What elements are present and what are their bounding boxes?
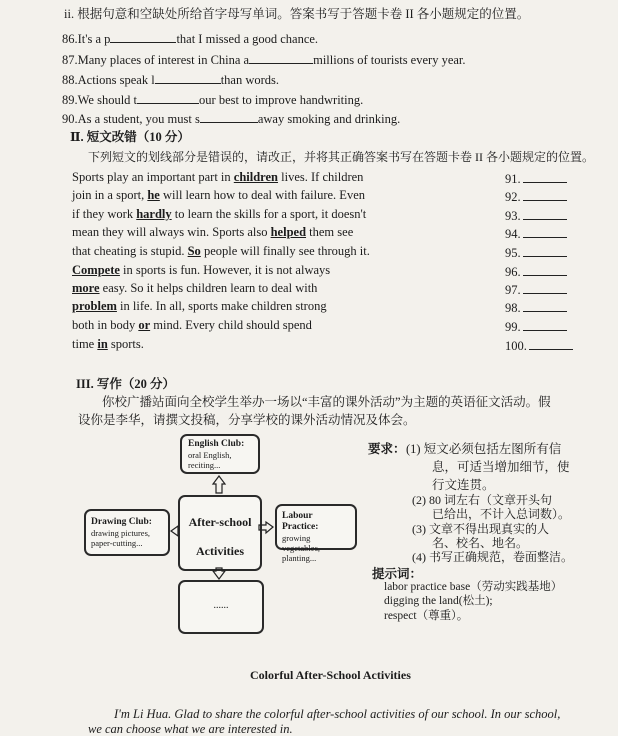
center-activities-box [178, 495, 262, 571]
answer-blank [529, 338, 573, 350]
answer-blank [523, 300, 567, 312]
fill-item-86 [62, 31, 318, 46]
underlined-error-word: or [138, 318, 151, 332]
answer-slot [505, 226, 567, 241]
underlined-error-word: he [147, 188, 160, 202]
box-title: Labour Practice: [282, 511, 319, 532]
passage-text: in sports is fun. However, it is not always [119, 263, 331, 277]
answer-number: 92. [505, 190, 521, 204]
hint-word: labor practice base（劳动实践基地） [384, 581, 563, 593]
answer-blank [137, 92, 199, 104]
item-number: 86. [62, 32, 78, 46]
item-text: our best to improve handwriting. [199, 93, 364, 107]
item-text: As a student, you must s [77, 112, 200, 126]
passage-text: to learn the skills for a sport, it doesn't [171, 207, 367, 221]
passage-line [72, 282, 317, 295]
underlined-error-word: children [233, 170, 279, 184]
answer-slot [505, 189, 567, 204]
answer-number: 97. [505, 283, 521, 297]
essay-start-line: I'm Li Hua. Glad to share the colorful after-school activities of our school. In our school, [114, 707, 561, 721]
part2-instruction: 下列短文的划线部分是错误的，请改正，并将其正确答案书写在答题卡卷 II 各小题规定的位置。 [88, 150, 594, 164]
drawing-club-box [84, 509, 170, 556]
passage-text: if they work [72, 207, 137, 221]
passage-text: time [72, 337, 98, 351]
part3-prompt: 你校广播站面向全校学生举办一场以“丰富的课外活动”为主题的英语征文活动。假 [102, 395, 551, 409]
passage-text: join in a sport, [72, 188, 148, 202]
answer-blank [200, 111, 258, 123]
passage-text: Sports play an important part in [72, 170, 234, 184]
requirement-1: (1) 短文必须包括左图所有信 [406, 442, 562, 456]
answer-slot [505, 300, 567, 315]
answer-blank [523, 319, 567, 331]
fill-item-90 [62, 111, 400, 126]
answer-slot [505, 338, 573, 353]
passage-text: mean they will always win. Sports also [72, 225, 271, 239]
passage-line [72, 300, 327, 313]
arrow-left-icon [171, 526, 178, 536]
answer-number: 95. [505, 246, 521, 260]
underlined-error-word: problem [72, 299, 117, 313]
requirement-2: 已给出，不计入总词数）。 [432, 507, 571, 521]
essay-title: Colorful After-School Activities [250, 668, 411, 682]
center-title: After-school [188, 515, 252, 529]
passage-text: in life. In all, sports make children strong [116, 299, 327, 313]
answer-blank [523, 245, 567, 257]
passage-text: will learn how to deal with failure. Even [159, 188, 365, 202]
answer-slot [505, 319, 567, 334]
passage-line [72, 338, 144, 351]
answer-blank [523, 171, 567, 183]
answer-number: 99. [505, 320, 521, 334]
passage-line [72, 245, 370, 258]
box-detail: growing vegetables, [282, 532, 320, 554]
center-title: Activities [196, 544, 244, 558]
item-text: Actions speak l [77, 73, 155, 87]
passage-line [72, 171, 363, 184]
requirements-label: 要求： [368, 442, 406, 456]
requirement-2: (2) 80 词左右（文章开头句 [412, 493, 552, 507]
answer-blank [155, 72, 221, 84]
passage-text: both in body [72, 318, 139, 332]
answer-number: 93. [505, 209, 521, 223]
answer-number: 91. [505, 172, 521, 186]
requirement-1: 息，可适当增加细节，使 [432, 460, 570, 474]
underlined-error-word: more [72, 281, 100, 295]
passage-line [72, 319, 312, 332]
passage-text: sports. [107, 337, 144, 351]
fill-item-87 [62, 52, 466, 67]
passage-text: easy. So it helps children learn to deal with [99, 281, 318, 295]
requirement-4: (4) 书写正确规范，卷面整洁。 [412, 550, 573, 564]
hints-label: 提示词： [372, 567, 423, 581]
item-text: than words. [220, 73, 280, 87]
underlined-error-word: hardly [136, 207, 172, 221]
box-detail: planting... [282, 553, 317, 564]
passage-text: mind. Every child should spend [150, 318, 312, 332]
answer-blank [523, 189, 567, 201]
box-title: English Club: [188, 439, 245, 449]
item-number: 89. [62, 93, 78, 107]
box-detail: drawing pictures, [91, 527, 151, 538]
answer-slot [505, 171, 567, 186]
answer-blank [110, 31, 176, 43]
passage-line [72, 208, 366, 221]
passage-line [72, 264, 330, 277]
answer-blank [523, 264, 567, 276]
box-placeholder: ...... [213, 600, 229, 611]
arrow-up-icon [213, 476, 225, 493]
underlined-error-word: Compete [72, 263, 120, 277]
passage-text: them see [306, 225, 354, 239]
item-text: Many places of interest in China a [77, 53, 250, 67]
box-title: Drawing Club: [91, 517, 152, 527]
english-club-box [180, 434, 260, 474]
item-text: We should t [77, 93, 138, 107]
hint-word: respect（尊重）。 [384, 610, 469, 622]
box-detail: reciting... [188, 460, 221, 471]
answer-number: 98. [505, 301, 521, 315]
passage-line [72, 189, 365, 202]
section-heading: ii. 根据句意和空缺处所给首字母写单词。答案书写于答题卡卷 II 各小题规定的位置。 [64, 7, 530, 21]
fill-item-89 [62, 92, 363, 107]
answer-slot [505, 264, 567, 279]
underlined-error-word: helped [270, 225, 307, 239]
item-text: millions of tourists every year. [313, 53, 466, 67]
hint-word: digging the land(松土); [384, 595, 493, 607]
item-text: that I missed a good chance. [176, 32, 319, 46]
box-detail: oral English, [188, 449, 232, 460]
part3-title: III. 写作（20 分） [76, 377, 175, 391]
more-activities-box [178, 580, 264, 634]
answer-blank [249, 52, 313, 64]
answer-slot [505, 282, 567, 297]
answer-blank [523, 226, 567, 238]
answer-slot [505, 208, 567, 223]
labour-practice-box [275, 504, 357, 564]
requirement-3: (3) 文章不得出现真实的人 [412, 522, 549, 536]
item-text: away smoking and drinking. [257, 112, 401, 126]
passage-text: lives. If children [278, 170, 364, 184]
requirement-3: 名、校名、地名。 [432, 536, 529, 550]
part3-prompt: 设你是李华，请撰文投稿，分享学校的课外活动情况及体会。 [78, 413, 416, 427]
answer-number: 96. [505, 265, 521, 279]
answer-blank [523, 282, 567, 294]
item-text: It's a p [77, 32, 111, 46]
passage-line [72, 226, 353, 239]
box-detail: paper-cutting... [91, 538, 143, 549]
item-number: 87. [62, 53, 78, 67]
answer-blank [523, 208, 567, 220]
underlined-error-word: in [97, 337, 108, 351]
item-number: 90. [62, 112, 78, 126]
part2-title: Ⅱ. 短文改错（10 分） [70, 130, 190, 144]
answer-number: 100. [505, 339, 527, 353]
passage-text: that cheating is stupid. [72, 244, 188, 258]
requirement-1: 行文连贯。 [432, 478, 495, 492]
essay-start-line: we can choose what we are interested in. [88, 722, 293, 736]
passage-text: people will finally see through it. [200, 244, 370, 258]
underlined-error-word: So [187, 244, 201, 258]
answer-number: 94. [505, 227, 521, 241]
answer-slot [505, 245, 567, 260]
item-number: 88. [62, 73, 78, 87]
fill-item-88 [62, 72, 279, 87]
